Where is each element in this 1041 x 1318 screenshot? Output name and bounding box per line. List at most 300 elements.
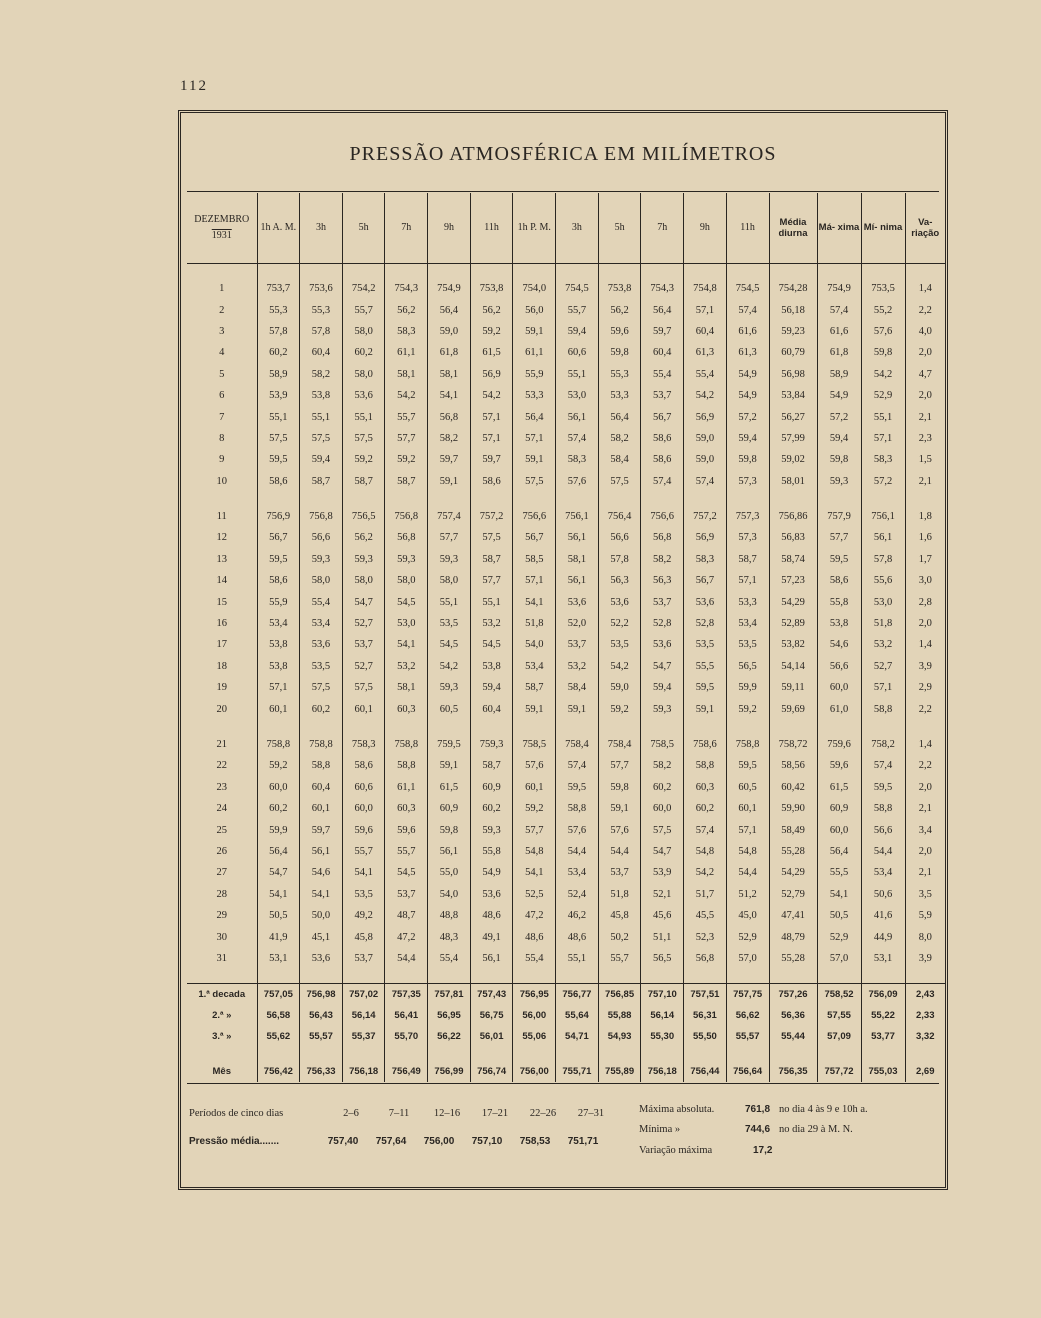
value-cell: 58,6 (641, 449, 684, 470)
value-cell: 58,9 (817, 364, 861, 385)
decade-label: 3.ª » (212, 1031, 232, 1043)
periodos-label: Períodos de cinco dias (189, 1108, 284, 1119)
value-cell: 53,7 (641, 591, 684, 612)
value-cell: 53,1 (861, 948, 905, 969)
value-cell: 8,0 (905, 926, 945, 947)
value-cell: 57,5 (598, 471, 641, 492)
value-cell: 2,1 (905, 862, 945, 883)
value-cell: 55,8 (817, 591, 861, 612)
day-cell: 1 (219, 283, 225, 295)
value-cell: 54,1 (513, 862, 556, 883)
value-cell: 58,3 (385, 321, 428, 342)
value-cell: 55,4 (513, 948, 556, 969)
pressao-values (319, 1136, 607, 1147)
value-cell: 59,11 (769, 677, 817, 698)
value-cell: 59,3 (342, 549, 385, 570)
decade-value: 757,35 (385, 984, 428, 1006)
day-cell: 20 (216, 703, 227, 715)
value-cell: 58,0 (300, 570, 343, 591)
value-cell: 58,8 (684, 755, 727, 776)
value-cell: 54,1 (300, 884, 343, 905)
var-value: 17,2 (753, 1145, 773, 1156)
value-cell: 59,9 (726, 677, 769, 698)
value-cell: 52,9 (817, 926, 861, 947)
pressao-item: 757,64 (375, 1136, 407, 1147)
value-cell: 2,1 (905, 406, 945, 427)
value-cell: 758,2 (861, 734, 905, 755)
value-cell: 58,7 (300, 471, 343, 492)
value-cell: 54,2 (385, 385, 428, 406)
value-cell: 59,90 (769, 798, 817, 819)
value-cell: 2,0 (905, 613, 945, 634)
value-cell: 59,23 (769, 321, 817, 342)
value-cell: 57,1 (684, 299, 727, 320)
value-cell: 50,0 (300, 905, 343, 926)
value-cell: 58,56 (769, 755, 817, 776)
value-cell: 59,5 (861, 777, 905, 798)
max-abs-note: no dia 4 às 9 e 10h a. (779, 1104, 868, 1115)
hour-header: 7h (641, 193, 684, 264)
value-cell: 57,1 (513, 428, 556, 449)
value-cell: 60,4 (300, 342, 343, 363)
value-cell: 754,28 (769, 278, 817, 299)
value-cell: 56,2 (470, 299, 513, 320)
value-cell: 53,84 (769, 385, 817, 406)
value-cell: 59,1 (513, 449, 556, 470)
value-cell: 756,6 (641, 506, 684, 527)
value-cell: 54,8 (684, 841, 727, 862)
value-cell: 57,6 (556, 819, 599, 840)
value-cell: 54,9 (817, 385, 861, 406)
value-cell: 1,6 (905, 527, 945, 548)
value-cell: 53,7 (342, 634, 385, 655)
decade-value: 757,02 (342, 984, 385, 1006)
value-cell: 57,1 (257, 677, 300, 698)
value-cell: 59,5 (257, 449, 300, 470)
hour-header: 5h (598, 193, 641, 264)
value-cell: 53,4 (861, 862, 905, 883)
decade-value: 56,14 (342, 1005, 385, 1026)
value-cell: 59,4 (300, 449, 343, 470)
table-row (187, 506, 945, 527)
value-cell: 758,72 (769, 734, 817, 755)
value-cell: 55,6 (861, 570, 905, 591)
value-cell: 53,8 (470, 656, 513, 677)
value-cell: 53,82 (769, 634, 817, 655)
value-cell: 54,9 (726, 364, 769, 385)
value-cell: 753,7 (257, 278, 300, 299)
decade-value: 756,95 (513, 984, 556, 1006)
pressao-item: 758,53 (519, 1136, 551, 1147)
value-cell: 56,3 (641, 570, 684, 591)
value-cell: 758,8 (726, 734, 769, 755)
pressure-table (187, 193, 945, 1082)
value-cell: 56,0 (513, 299, 556, 320)
day-cell: 9 (219, 454, 225, 466)
min-note: no dia 29 à M. N. (779, 1124, 853, 1135)
day-cell: 19 (216, 682, 227, 694)
value-cell: 60,0 (342, 798, 385, 819)
value-cell: 59,1 (513, 698, 556, 719)
value-cell: 54,8 (513, 841, 556, 862)
value-cell: 53,3 (726, 591, 769, 612)
decade-row (187, 1026, 945, 1047)
table-row (187, 342, 945, 363)
value-cell: 59,0 (428, 321, 471, 342)
value-cell: 1,4 (905, 278, 945, 299)
hour-header: 3h (556, 193, 599, 264)
value-cell: 53,4 (556, 862, 599, 883)
value-cell: 60,2 (300, 698, 343, 719)
value-cell: 59,1 (428, 471, 471, 492)
value-cell: 59,3 (470, 819, 513, 840)
day-cell: 16 (216, 618, 227, 630)
value-cell: 53,6 (470, 884, 513, 905)
value-cell: 54,29 (769, 862, 817, 883)
value-cell: 56,8 (428, 406, 471, 427)
value-cell: 55,7 (385, 841, 428, 862)
value-cell: 48,6 (470, 905, 513, 926)
value-cell: 54,7 (641, 841, 684, 862)
decade-value: 56,62 (726, 1005, 769, 1026)
value-cell: 61,8 (817, 342, 861, 363)
minima-header: Mí- nima (861, 193, 905, 264)
table-row (187, 613, 945, 634)
value-cell: 59,3 (428, 677, 471, 698)
value-cell: 56,1 (556, 570, 599, 591)
table-row (187, 698, 945, 719)
value-cell: 757,3 (726, 506, 769, 527)
value-cell: 53,6 (342, 385, 385, 406)
value-cell: 56,98 (769, 364, 817, 385)
value-cell: 60,3 (684, 777, 727, 798)
value-cell: 54,14 (769, 656, 817, 677)
value-cell: 56,27 (769, 406, 817, 427)
month-total-value: 755,71 (556, 1061, 599, 1082)
value-cell: 53,6 (598, 591, 641, 612)
table-row (187, 634, 945, 655)
value-cell: 56,8 (684, 948, 727, 969)
value-cell: 757,9 (817, 506, 861, 527)
value-cell: 54,4 (726, 862, 769, 883)
value-cell: 59,0 (598, 677, 641, 698)
value-cell: 58,0 (342, 570, 385, 591)
value-cell: 55,2 (861, 299, 905, 320)
min-label: Mínima » (639, 1124, 681, 1135)
value-cell: 57,7 (470, 570, 513, 591)
value-cell: 59,2 (342, 449, 385, 470)
decade-value: 55,37 (342, 1026, 385, 1047)
value-cell: 754,9 (428, 278, 471, 299)
day-cell: 4 (219, 347, 225, 359)
table-header (187, 193, 945, 264)
value-cell: 60,4 (300, 777, 343, 798)
value-cell: 54,2 (598, 656, 641, 677)
day-cell: 28 (216, 888, 227, 900)
value-cell: 45,5 (684, 905, 727, 926)
media-header: Média diurna (769, 193, 817, 264)
value-cell: 57,5 (300, 677, 343, 698)
value-cell: 3,9 (905, 656, 945, 677)
value-cell: 54,4 (598, 841, 641, 862)
variacao-header: Va- riação (905, 193, 945, 264)
value-cell: 50,5 (257, 905, 300, 926)
value-cell: 59,4 (817, 428, 861, 449)
value-cell: 756,1 (861, 506, 905, 527)
value-cell: 52,79 (769, 884, 817, 905)
value-cell: 54,2 (684, 862, 727, 883)
row-spacer (187, 264, 945, 279)
value-cell: 758,8 (300, 734, 343, 755)
value-cell: 57,8 (300, 321, 343, 342)
value-cell: 58,2 (428, 428, 471, 449)
value-cell: 61,0 (817, 698, 861, 719)
decade-value: 55,57 (726, 1026, 769, 1047)
var-label: Variação máxima (639, 1145, 713, 1156)
value-cell: 52,7 (342, 656, 385, 677)
day-cell: 30 (216, 931, 227, 943)
month-total-value: 2,69 (905, 1061, 945, 1082)
decade-value: 756,85 (598, 984, 641, 1006)
value-cell: 59,0 (684, 449, 727, 470)
value-cell: 55,0 (428, 862, 471, 883)
value-cell: 55,3 (300, 299, 343, 320)
value-cell: 58,2 (641, 755, 684, 776)
value-cell: 52,1 (641, 884, 684, 905)
value-cell: 54,1 (257, 884, 300, 905)
value-cell: 56,7 (641, 406, 684, 427)
value-cell: 55,5 (684, 656, 727, 677)
value-cell: 59,8 (428, 819, 471, 840)
value-cell: 53,7 (641, 385, 684, 406)
decade-value: 3,32 (905, 1026, 945, 1047)
value-cell: 52,4 (556, 884, 599, 905)
decade-value: 758,52 (817, 984, 861, 1006)
value-cell: 3,4 (905, 819, 945, 840)
value-cell: 759,5 (428, 734, 471, 755)
value-cell: 59,5 (556, 777, 599, 798)
value-cell: 61,5 (817, 777, 861, 798)
table-body (187, 264, 945, 1083)
value-cell: 58,8 (385, 755, 428, 776)
value-cell: 60,0 (817, 819, 861, 840)
value-cell: 57,1 (470, 406, 513, 427)
table-row (187, 734, 945, 755)
month-total-value: 756,64 (726, 1061, 769, 1082)
month-total-value: 756,99 (428, 1061, 471, 1082)
value-cell: 60,1 (300, 798, 343, 819)
value-cell: 57,4 (861, 755, 905, 776)
value-cell: 55,4 (428, 948, 471, 969)
value-cell: 59,5 (257, 549, 300, 570)
value-cell: 49,2 (342, 905, 385, 926)
value-cell: 58,4 (598, 449, 641, 470)
value-cell: 2,8 (905, 591, 945, 612)
table-row (187, 549, 945, 570)
value-cell: 57,1 (726, 819, 769, 840)
value-cell: 57,7 (513, 819, 556, 840)
decade-value: 54,71 (556, 1026, 599, 1047)
value-cell: 58,1 (385, 677, 428, 698)
value-cell: 56,1 (470, 948, 513, 969)
value-cell: 56,8 (641, 527, 684, 548)
value-cell: 52,0 (556, 613, 599, 634)
value-cell: 55,3 (257, 299, 300, 320)
value-cell: 56,7 (257, 527, 300, 548)
table-row (187, 471, 945, 492)
value-cell: 756,5 (342, 506, 385, 527)
decade-value: 57,09 (817, 1026, 861, 1047)
value-cell: 60,1 (513, 777, 556, 798)
value-cell: 58,6 (257, 471, 300, 492)
value-cell: 59,8 (861, 342, 905, 363)
value-cell: 59,4 (641, 677, 684, 698)
value-cell: 60,0 (817, 677, 861, 698)
hour-header: 11h (726, 193, 769, 264)
day-cell: 25 (216, 824, 227, 836)
value-cell: 58,3 (861, 449, 905, 470)
day-cell: 12 (216, 532, 227, 544)
table-row (187, 656, 945, 677)
periodo-item: 27–31 (577, 1108, 605, 1119)
value-cell: 47,2 (513, 905, 556, 926)
value-cell: 58,1 (385, 364, 428, 385)
value-cell: 55,1 (428, 591, 471, 612)
value-cell: 51,8 (598, 884, 641, 905)
value-cell: 2,2 (905, 698, 945, 719)
value-cell: 56,9 (470, 364, 513, 385)
value-cell: 58,49 (769, 819, 817, 840)
value-cell: 55,1 (556, 364, 599, 385)
value-cell: 55,28 (769, 841, 817, 862)
decade-value: 756,98 (300, 984, 343, 1006)
value-cell: 59,2 (257, 755, 300, 776)
value-cell: 51,7 (684, 884, 727, 905)
value-cell: 59,4 (556, 321, 599, 342)
hour-header: 11h (470, 193, 513, 264)
value-cell: 53,4 (513, 656, 556, 677)
decade-value: 53,77 (861, 1026, 905, 1047)
value-cell: 758,4 (556, 734, 599, 755)
value-cell: 59,1 (598, 798, 641, 819)
value-cell: 2,1 (905, 798, 945, 819)
decade-value: 757,51 (684, 984, 727, 1006)
value-cell: 57,5 (470, 527, 513, 548)
table-row (187, 948, 945, 969)
value-cell: 57,6 (861, 321, 905, 342)
value-cell: 54,1 (513, 591, 556, 612)
day-cell: 18 (216, 660, 227, 672)
month-total-value: 756,49 (385, 1061, 428, 1082)
decade-value: 757,10 (641, 984, 684, 1006)
value-cell: 56,2 (342, 527, 385, 548)
value-cell: 53,8 (257, 634, 300, 655)
value-cell: 754,3 (641, 278, 684, 299)
value-cell: 53,6 (556, 591, 599, 612)
decade-value: 55,88 (598, 1005, 641, 1026)
day-cell: 21 (216, 739, 227, 750)
value-cell: 759,6 (817, 734, 861, 755)
decade-value: 57,55 (817, 1005, 861, 1026)
value-cell: 51,2 (726, 884, 769, 905)
table-row (187, 677, 945, 698)
value-cell: 1,7 (905, 549, 945, 570)
value-cell: 53,8 (300, 385, 343, 406)
month-header (187, 193, 257, 264)
value-cell: 53,3 (598, 385, 641, 406)
value-cell: 60,2 (684, 798, 727, 819)
value-cell: 757,4 (428, 506, 471, 527)
value-cell: 3,5 (905, 884, 945, 905)
footer-divider (187, 1083, 939, 1084)
value-cell: 56,7 (513, 527, 556, 548)
day-cell: 26 (216, 845, 227, 857)
value-cell: 56,5 (726, 656, 769, 677)
value-cell: 60,0 (257, 777, 300, 798)
value-cell: 53,3 (513, 385, 556, 406)
value-cell: 58,8 (300, 755, 343, 776)
value-cell: 59,3 (641, 698, 684, 719)
value-cell: 52,8 (641, 613, 684, 634)
row-spacer (187, 492, 945, 506)
year-label: 1931 (211, 230, 232, 241)
value-cell: 59,8 (598, 342, 641, 363)
value-cell: 2,9 (905, 677, 945, 698)
value-cell: 55,4 (300, 591, 343, 612)
value-cell: 56,4 (817, 841, 861, 862)
value-cell: 754,2 (342, 278, 385, 299)
value-cell: 54,1 (342, 862, 385, 883)
value-cell: 53,5 (598, 634, 641, 655)
value-cell: 47,41 (769, 905, 817, 926)
value-cell: 51,8 (513, 613, 556, 634)
decade-value: 757,05 (257, 984, 300, 1006)
value-cell: 753,6 (300, 278, 343, 299)
value-cell: 59,6 (598, 321, 641, 342)
value-cell: 61,6 (817, 321, 861, 342)
value-cell: 53,0 (385, 613, 428, 634)
value-cell: 57,23 (769, 570, 817, 591)
hour-header: 5h (342, 193, 385, 264)
value-cell: 56,2 (598, 299, 641, 320)
day-cell: 5 (219, 368, 225, 380)
value-cell: 53,2 (861, 634, 905, 655)
value-cell: 56,4 (257, 841, 300, 862)
value-cell: 56,83 (769, 527, 817, 548)
value-cell: 59,6 (385, 819, 428, 840)
value-cell: 58,0 (342, 321, 385, 342)
table-row (187, 926, 945, 947)
value-cell: 59,8 (817, 449, 861, 470)
value-cell: 55,1 (556, 948, 599, 969)
value-cell: 58,7 (385, 471, 428, 492)
value-cell: 61,1 (385, 777, 428, 798)
value-cell: 52,7 (861, 656, 905, 677)
value-cell: 48,8 (428, 905, 471, 926)
value-cell: 57,3 (726, 527, 769, 548)
value-cell: 54,4 (861, 841, 905, 862)
value-cell: 60,5 (726, 777, 769, 798)
value-cell: 44,9 (861, 926, 905, 947)
value-cell: 756,8 (300, 506, 343, 527)
value-cell: 57,2 (817, 406, 861, 427)
value-cell: 58,6 (342, 755, 385, 776)
value-cell: 59,1 (513, 321, 556, 342)
value-cell: 57,8 (598, 549, 641, 570)
value-cell: 60,2 (641, 777, 684, 798)
value-cell: 56,6 (861, 819, 905, 840)
day-cell: 22 (216, 760, 227, 772)
